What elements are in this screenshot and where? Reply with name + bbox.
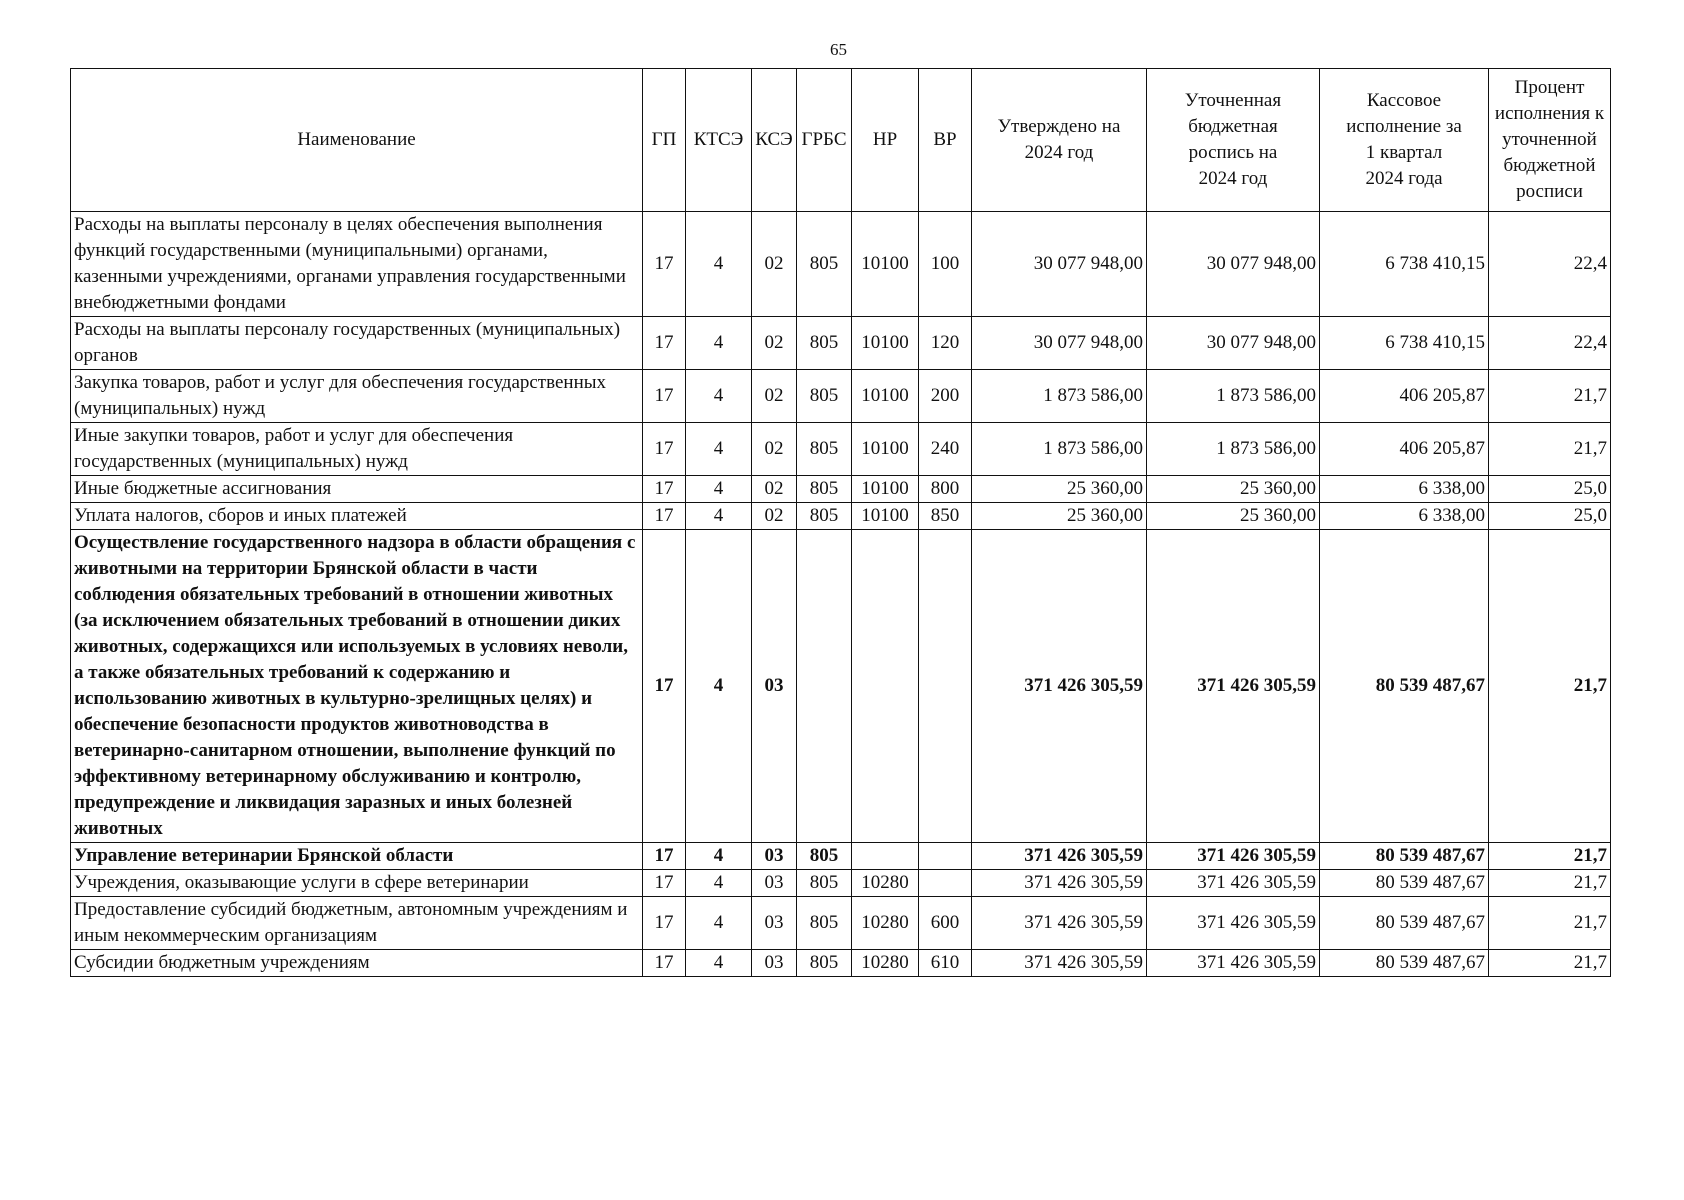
row-kse: 03 [752, 843, 797, 870]
row-np: 10280 [852, 950, 919, 977]
row-vr: 850 [919, 503, 972, 530]
row-cash: 80 539 487,67 [1320, 897, 1489, 950]
row-percent: 25,0 [1489, 503, 1611, 530]
row-refined: 30 077 948,00 [1147, 317, 1320, 370]
row-approved: 30 077 948,00 [972, 212, 1147, 317]
header-vr: ВР [919, 69, 972, 212]
row-approved: 1 873 586,00 [972, 423, 1147, 476]
row-np [852, 530, 919, 843]
row-np: 10280 [852, 897, 919, 950]
header-gp: ГП [643, 69, 686, 212]
row-kse: 03 [752, 870, 797, 897]
header-np: НР [852, 69, 919, 212]
row-grbs: 805 [797, 212, 852, 317]
row-grbs: 805 [797, 897, 852, 950]
row-cash: 6 338,00 [1320, 476, 1489, 503]
row-np: 10100 [852, 423, 919, 476]
row-name: Иные закупки товаров, работ и услуг для обеспечения государственных (муниципальных) нужд [71, 423, 643, 476]
row-kse: 02 [752, 503, 797, 530]
row-cash: 406 205,87 [1320, 423, 1489, 476]
row-ktse: 4 [686, 870, 752, 897]
row-ktse: 4 [686, 950, 752, 977]
row-gp: 17 [643, 870, 686, 897]
row-grbs: 805 [797, 423, 852, 476]
row-cash: 80 539 487,67 [1320, 950, 1489, 977]
row-approved: 371 426 305,59 [972, 870, 1147, 897]
table-header-row [71, 69, 1611, 212]
row-np: 10100 [852, 370, 919, 423]
row-ktse: 4 [686, 530, 752, 843]
row-approved: 25 360,00 [972, 476, 1147, 503]
row-gp: 17 [643, 370, 686, 423]
row-ktse: 4 [686, 503, 752, 530]
row-kse: 03 [752, 950, 797, 977]
row-name: Расходы на выплаты персоналу в целях обеспечения выполнения функций государственными (муниципальными) органами, казенными учреждениями, органами управления государственными внебюджетными фондами [71, 212, 643, 317]
row-np: 10100 [852, 476, 919, 503]
row-refined: 1 873 586,00 [1147, 423, 1320, 476]
row-percent: 21,7 [1489, 843, 1611, 870]
row-gp: 17 [643, 950, 686, 977]
header-name: Наименование [71, 69, 643, 212]
row-vr [919, 530, 972, 843]
row-vr: 240 [919, 423, 972, 476]
row-grbs: 805 [797, 950, 852, 977]
header-cash: Кассовое исполнение за 1 квартал 2024 года [1320, 69, 1489, 212]
row-gp: 17 [643, 476, 686, 503]
row-gp: 17 [643, 530, 686, 843]
row-kse: 02 [752, 317, 797, 370]
row-np: 10280 [852, 870, 919, 897]
row-approved: 371 426 305,59 [972, 530, 1147, 843]
row-grbs: 805 [797, 870, 852, 897]
row-percent: 22,4 [1489, 212, 1611, 317]
row-refined: 371 426 305,59 [1147, 897, 1320, 950]
row-cash: 6 738 410,15 [1320, 212, 1489, 317]
row-vr: 200 [919, 370, 972, 423]
row-approved: 371 426 305,59 [972, 950, 1147, 977]
row-refined: 25 360,00 [1147, 476, 1320, 503]
row-percent: 21,7 [1489, 423, 1611, 476]
budget-table [70, 68, 1611, 977]
row-kse: 03 [752, 530, 797, 843]
table-row [71, 212, 1611, 317]
row-percent: 25,0 [1489, 476, 1611, 503]
row-grbs: 805 [797, 503, 852, 530]
row-cash: 80 539 487,67 [1320, 870, 1489, 897]
row-kse: 02 [752, 212, 797, 317]
row-ktse: 4 [686, 212, 752, 317]
table-row [71, 950, 1611, 977]
row-refined: 371 426 305,59 [1147, 843, 1320, 870]
row-np: 10100 [852, 317, 919, 370]
table-row [71, 370, 1611, 423]
header-percent: Процент исполнения к уточненной бюджетной росписи [1489, 69, 1611, 212]
row-grbs: 805 [797, 476, 852, 503]
header-refined: Уточненная бюджетная роспись на 2024 год [1147, 69, 1320, 212]
row-gp: 17 [643, 212, 686, 317]
row-refined: 371 426 305,59 [1147, 950, 1320, 977]
row-vr: 800 [919, 476, 972, 503]
row-name: Расходы на выплаты персоналу государственных (муниципальных) органов [71, 317, 643, 370]
row-approved: 371 426 305,59 [972, 897, 1147, 950]
row-name: Управление ветеринарии Брянской области [71, 843, 643, 870]
header-ktse: КТСЭ [686, 69, 752, 212]
row-np: 10100 [852, 212, 919, 317]
table-body [71, 212, 1611, 977]
row-gp: 17 [643, 897, 686, 950]
row-refined: 371 426 305,59 [1147, 870, 1320, 897]
row-name: Иные бюджетные ассигнования [71, 476, 643, 503]
table-row [71, 476, 1611, 503]
row-cash: 6 338,00 [1320, 503, 1489, 530]
row-ktse: 4 [686, 423, 752, 476]
row-kse: 02 [752, 423, 797, 476]
row-refined: 371 426 305,59 [1147, 530, 1320, 843]
row-np: 10100 [852, 503, 919, 530]
row-refined: 1 873 586,00 [1147, 370, 1320, 423]
row-np [852, 843, 919, 870]
row-gp: 17 [643, 423, 686, 476]
row-name: Закупка товаров, работ и услуг для обеспечения государственных (муниципальных) нужд [71, 370, 643, 423]
row-refined: 25 360,00 [1147, 503, 1320, 530]
table-row [71, 317, 1611, 370]
table-row [71, 897, 1611, 950]
row-gp: 17 [643, 503, 686, 530]
row-ktse: 4 [686, 370, 752, 423]
row-vr: 100 [919, 212, 972, 317]
header-kse: КСЭ [752, 69, 797, 212]
row-vr [919, 843, 972, 870]
row-name: Осуществление государственного надзора в области обращения с животными на территории Брянской области в части соблюдения обязательных требований в отношении животных (за исключением обязательных требований в отношении диких животных, содержащихся или используемых в условиях неволи, а также обязательных требований к содержанию и использованию животных в культурно-зрелищных целях) и обеспечение безопасности продуктов животноводства в ветеринарно-санитарном отношении, выполнение функций по эффективному ветеринарному обслуживанию и контролю, предупреждение и ликвидация заразных и иных болезней животных [71, 530, 643, 843]
row-cash: 406 205,87 [1320, 370, 1489, 423]
table-row [71, 503, 1611, 530]
row-approved: 30 077 948,00 [972, 317, 1147, 370]
row-name: Субсидии бюджетным учреждениям [71, 950, 643, 977]
table-row [71, 530, 1611, 843]
row-ktse: 4 [686, 476, 752, 503]
row-refined: 30 077 948,00 [1147, 212, 1320, 317]
row-vr: 120 [919, 317, 972, 370]
row-percent: 21,7 [1489, 870, 1611, 897]
row-cash: 6 738 410,15 [1320, 317, 1489, 370]
row-approved: 25 360,00 [972, 503, 1147, 530]
row-ktse: 4 [686, 843, 752, 870]
row-name: Уплата налогов, сборов и иных платежей [71, 503, 643, 530]
row-cash: 80 539 487,67 [1320, 843, 1489, 870]
row-grbs: 805 [797, 370, 852, 423]
row-vr: 610 [919, 950, 972, 977]
row-gp: 17 [643, 317, 686, 370]
row-percent: 21,7 [1489, 530, 1611, 843]
page-number: 65 [830, 40, 847, 59]
table-row [71, 843, 1611, 870]
row-vr [919, 870, 972, 897]
table-row [71, 870, 1611, 897]
row-name: Предоставление субсидий бюджетным, автономным учреждениям и иным некоммерческим организациям [71, 897, 643, 950]
row-approved: 371 426 305,59 [972, 843, 1147, 870]
row-approved: 1 873 586,00 [972, 370, 1147, 423]
row-grbs: 805 [797, 317, 852, 370]
row-name: Учреждения, оказывающие услуги в сфере ветеринарии [71, 870, 643, 897]
header-grbs: ГРБС [797, 69, 852, 212]
row-percent: 21,7 [1489, 950, 1611, 977]
row-ktse: 4 [686, 897, 752, 950]
row-percent: 21,7 [1489, 370, 1611, 423]
row-kse: 02 [752, 370, 797, 423]
table-row [71, 423, 1611, 476]
row-percent: 22,4 [1489, 317, 1611, 370]
row-gp: 17 [643, 843, 686, 870]
row-percent: 21,7 [1489, 897, 1611, 950]
row-ktse: 4 [686, 317, 752, 370]
row-kse: 03 [752, 897, 797, 950]
row-grbs: 805 [797, 843, 852, 870]
row-grbs [797, 530, 852, 843]
header-approved: Утверждено на 2024 год [972, 69, 1147, 212]
row-vr: 600 [919, 897, 972, 950]
row-kse: 02 [752, 476, 797, 503]
row-cash: 80 539 487,67 [1320, 530, 1489, 843]
